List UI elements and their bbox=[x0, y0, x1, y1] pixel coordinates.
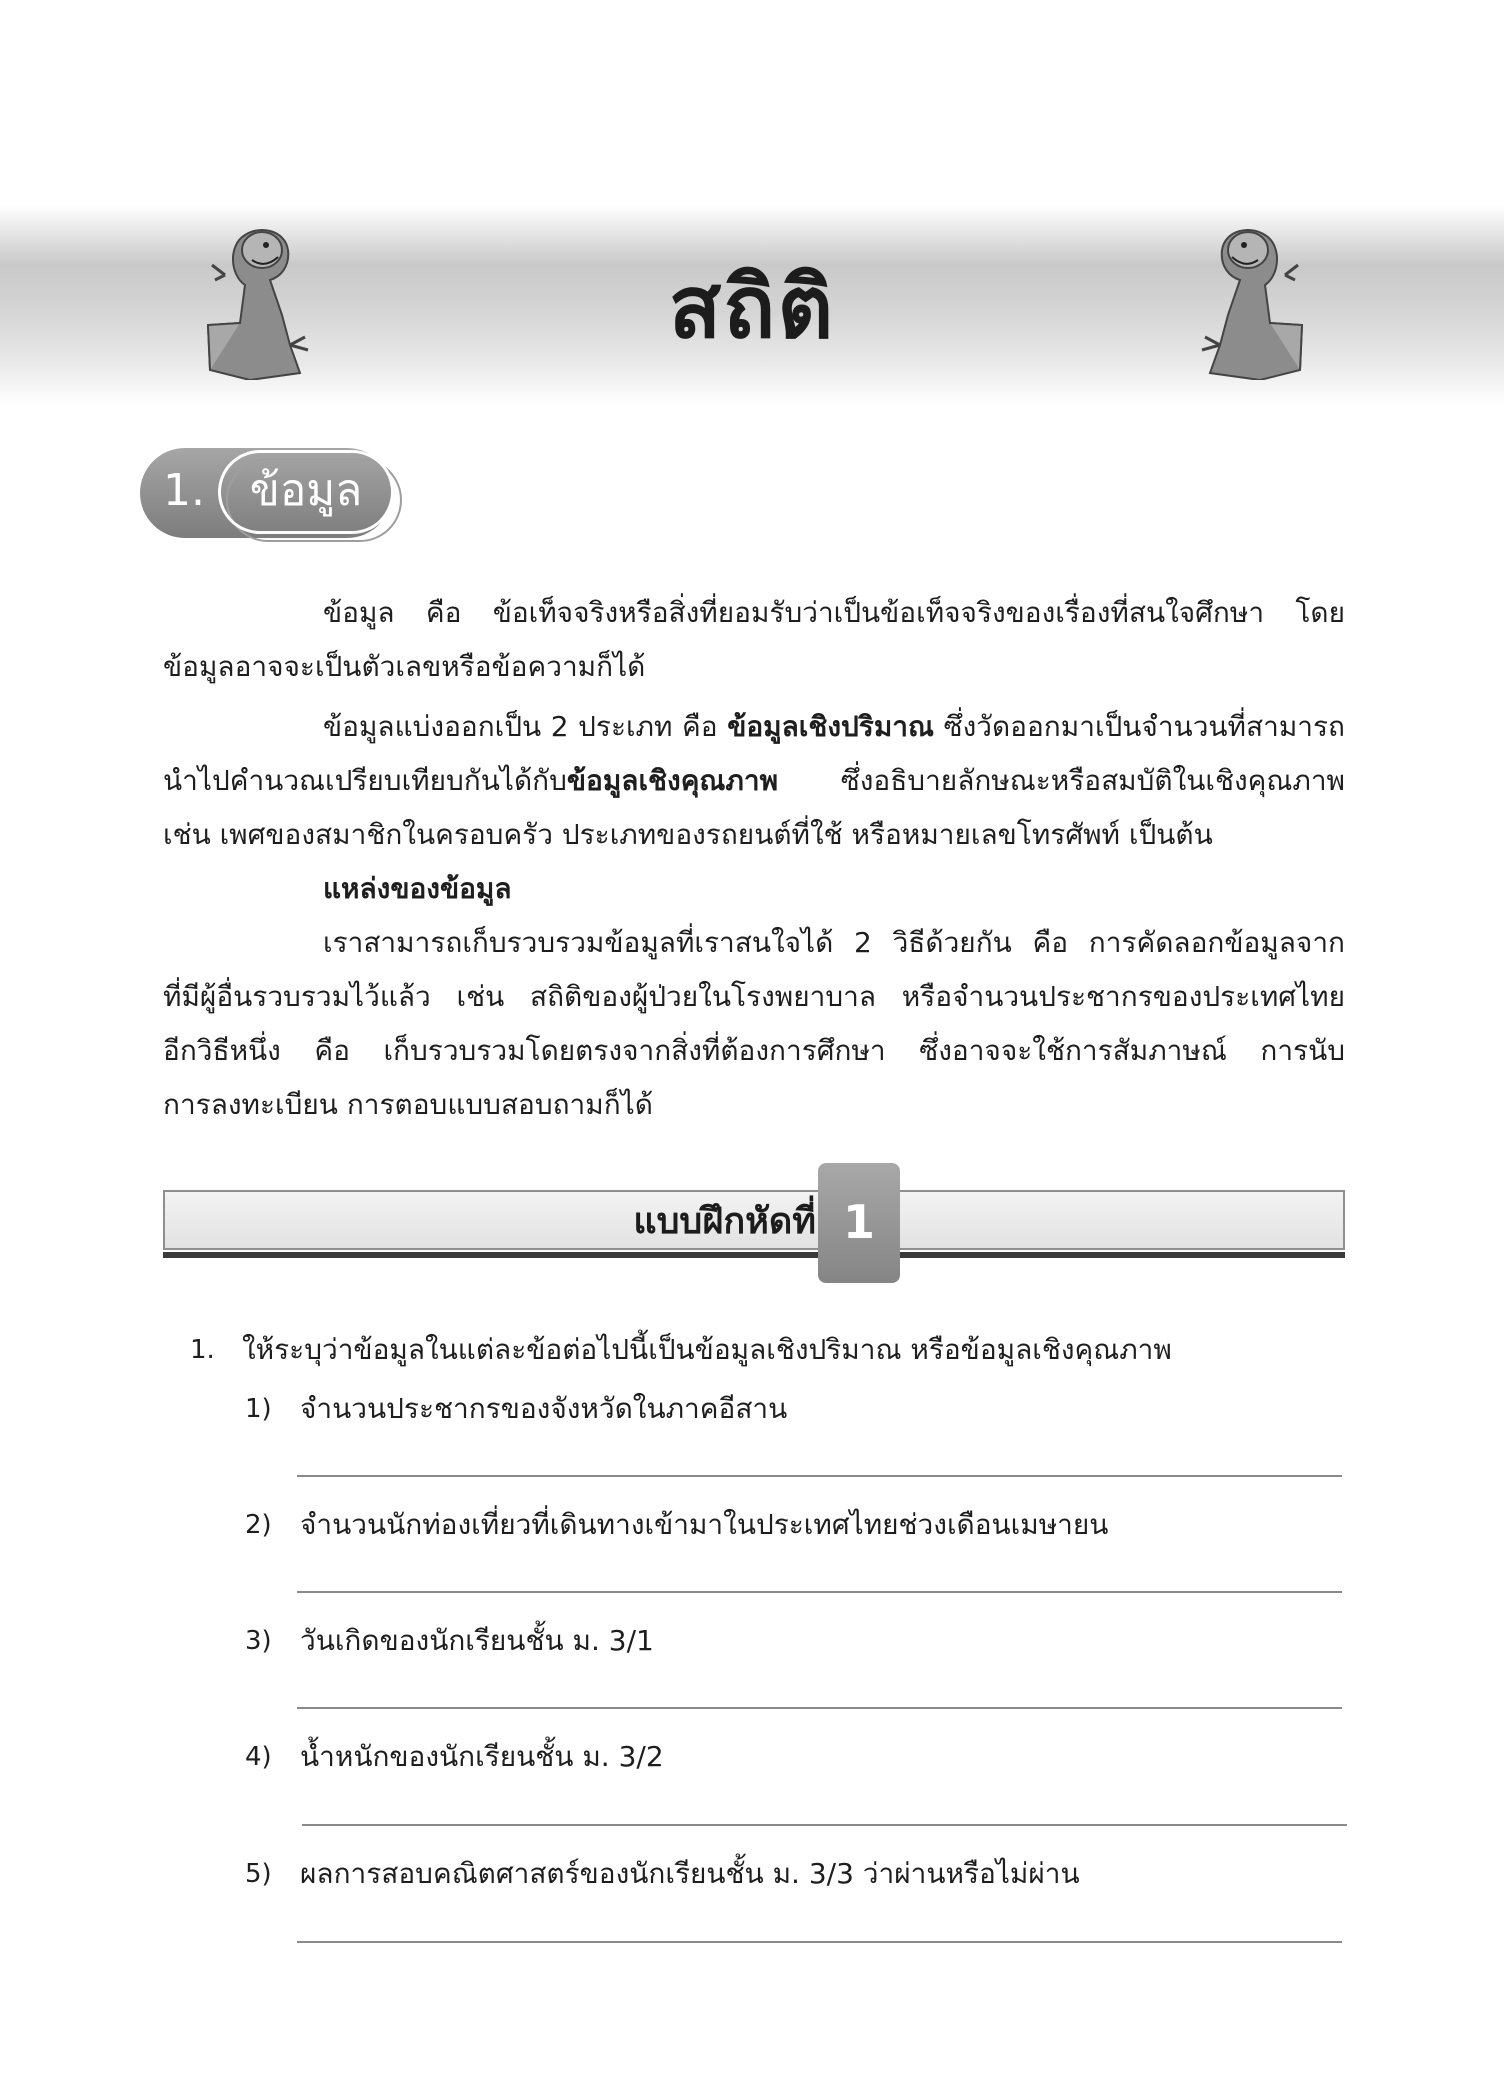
paragraph-line: อีกวิธีหนึ่ง คือ เก็บรวบรวมโดยตรงจากสิ่งที่ต้องการศึกษา ซึ่งอาจจะใช้การสัมภาษณ์ การนับ bbox=[163, 1034, 1345, 1067]
paragraph-data-sources bbox=[163, 916, 1345, 1132]
paragraph-line bbox=[163, 700, 1345, 754]
paragraph-data-types bbox=[163, 700, 1345, 862]
item-number: 5) bbox=[245, 1859, 272, 1889]
text-run: ข้อมูลแบ่งออกเป็น 2 ประเภท คือ bbox=[323, 710, 728, 743]
item-text: จำนวนประชากรของจังหวัดในภาคอีสาน bbox=[300, 1392, 788, 1425]
text-run: นำไปคำนวณเปรียบเทียบกันได้กับ bbox=[163, 764, 567, 797]
item-number: 4) bbox=[245, 1742, 272, 1772]
item-number: 3) bbox=[245, 1626, 272, 1656]
text-run: ซึ่งอธิบายลักษณะหรือสมบัติในเชิงคุณภาพ bbox=[778, 764, 1345, 797]
paragraph-line: ข้อมูลอาจจะเป็นตัวเลขหรือข้อความก็ได้ bbox=[163, 650, 646, 683]
answer-line[interactable] bbox=[297, 1941, 1342, 1943]
item-text: ผลการสอบคณิตศาสตร์ของนักเรียนชั้น ม. 3/3 ว่าผ่านหรือไม่ผ่าน bbox=[300, 1857, 1080, 1890]
paragraph-line: ที่มีผู้อื่นรวบรวมไว้แล้ว เช่น สถิติของผู้ป่วยในโรงพยาบาล หรือจำนวนประชากรของประเทศไทย bbox=[163, 980, 1345, 1013]
text-run: ซึ่งวัดออกมาเป็นจำนวนที่สามารถ bbox=[934, 710, 1345, 743]
answer-line[interactable] bbox=[297, 1707, 1342, 1709]
term-qualitative-data: ข้อมูลเชิงคุณภาพ bbox=[566, 764, 779, 797]
item-number: 2) bbox=[245, 1510, 272, 1540]
exercise-header-shadow bbox=[163, 1252, 1345, 1258]
exercise-title: แบบฝึกหัดที่ bbox=[633, 1201, 816, 1242]
term-quantitative-data: ข้อมูลเชิงปริมาณ bbox=[727, 710, 934, 743]
exercise-number: 1 bbox=[842, 1195, 875, 1249]
item-text: วันเกิดของนักเรียนชั้น ม. 3/1 bbox=[300, 1624, 654, 1657]
subheading-data-sources: แหล่งของข้อมูล bbox=[323, 872, 512, 905]
section-label: ข้อมูล bbox=[249, 465, 363, 516]
paragraph-definition bbox=[163, 586, 1345, 694]
item-text: จำนวนนักท่องเที่ยวที่เดินทางเข้ามาในประเทศไทยช่วงเดือนเมษายน bbox=[300, 1508, 1109, 1541]
question-number: 1. bbox=[190, 1335, 215, 1365]
question-text: ให้ระบุว่าข้อมูลในแต่ละข้อต่อไปนี้เป็นข้อมูลเชิงปริมาณ หรือข้อมูลเชิงคุณภาพ bbox=[242, 1333, 1172, 1366]
answer-line[interactable] bbox=[302, 1824, 1347, 1826]
paragraph-line bbox=[163, 754, 1345, 808]
paragraph-line: การลงทะเบียน การตอบแบบสอบถามก็ได้ bbox=[163, 1088, 653, 1121]
answer-line[interactable] bbox=[297, 1475, 1342, 1477]
item-number: 1) bbox=[245, 1394, 272, 1424]
paragraph-line: เช่น เพศของสมาชิกในครอบครัว ประเภทของรถยนต์ที่ใช้ หรือหมายเลขโทรศัพท์ เป็นต้น bbox=[163, 818, 1213, 851]
paragraph-line: ข้อมูล คือ ข้อเท็จจริงหรือสิ่งที่ยอมรับว่าเป็นข้อเท็จจริงของเรื่องที่สนใจศึกษา โดย bbox=[323, 596, 1345, 629]
section-number: 1. bbox=[163, 465, 205, 516]
paragraph-line: เราสามารถเก็บรวบรวมข้อมูลที่เราสนใจได้ 2 วิธีด้วยกัน คือ การคัดลอกข้อมูลจาก bbox=[323, 926, 1345, 959]
answer-line[interactable] bbox=[297, 1591, 1342, 1593]
item-text: น้ำหนักของนักเรียนชั้น ม. 3/2 bbox=[300, 1740, 664, 1773]
page-title: สถิติ bbox=[668, 258, 836, 358]
